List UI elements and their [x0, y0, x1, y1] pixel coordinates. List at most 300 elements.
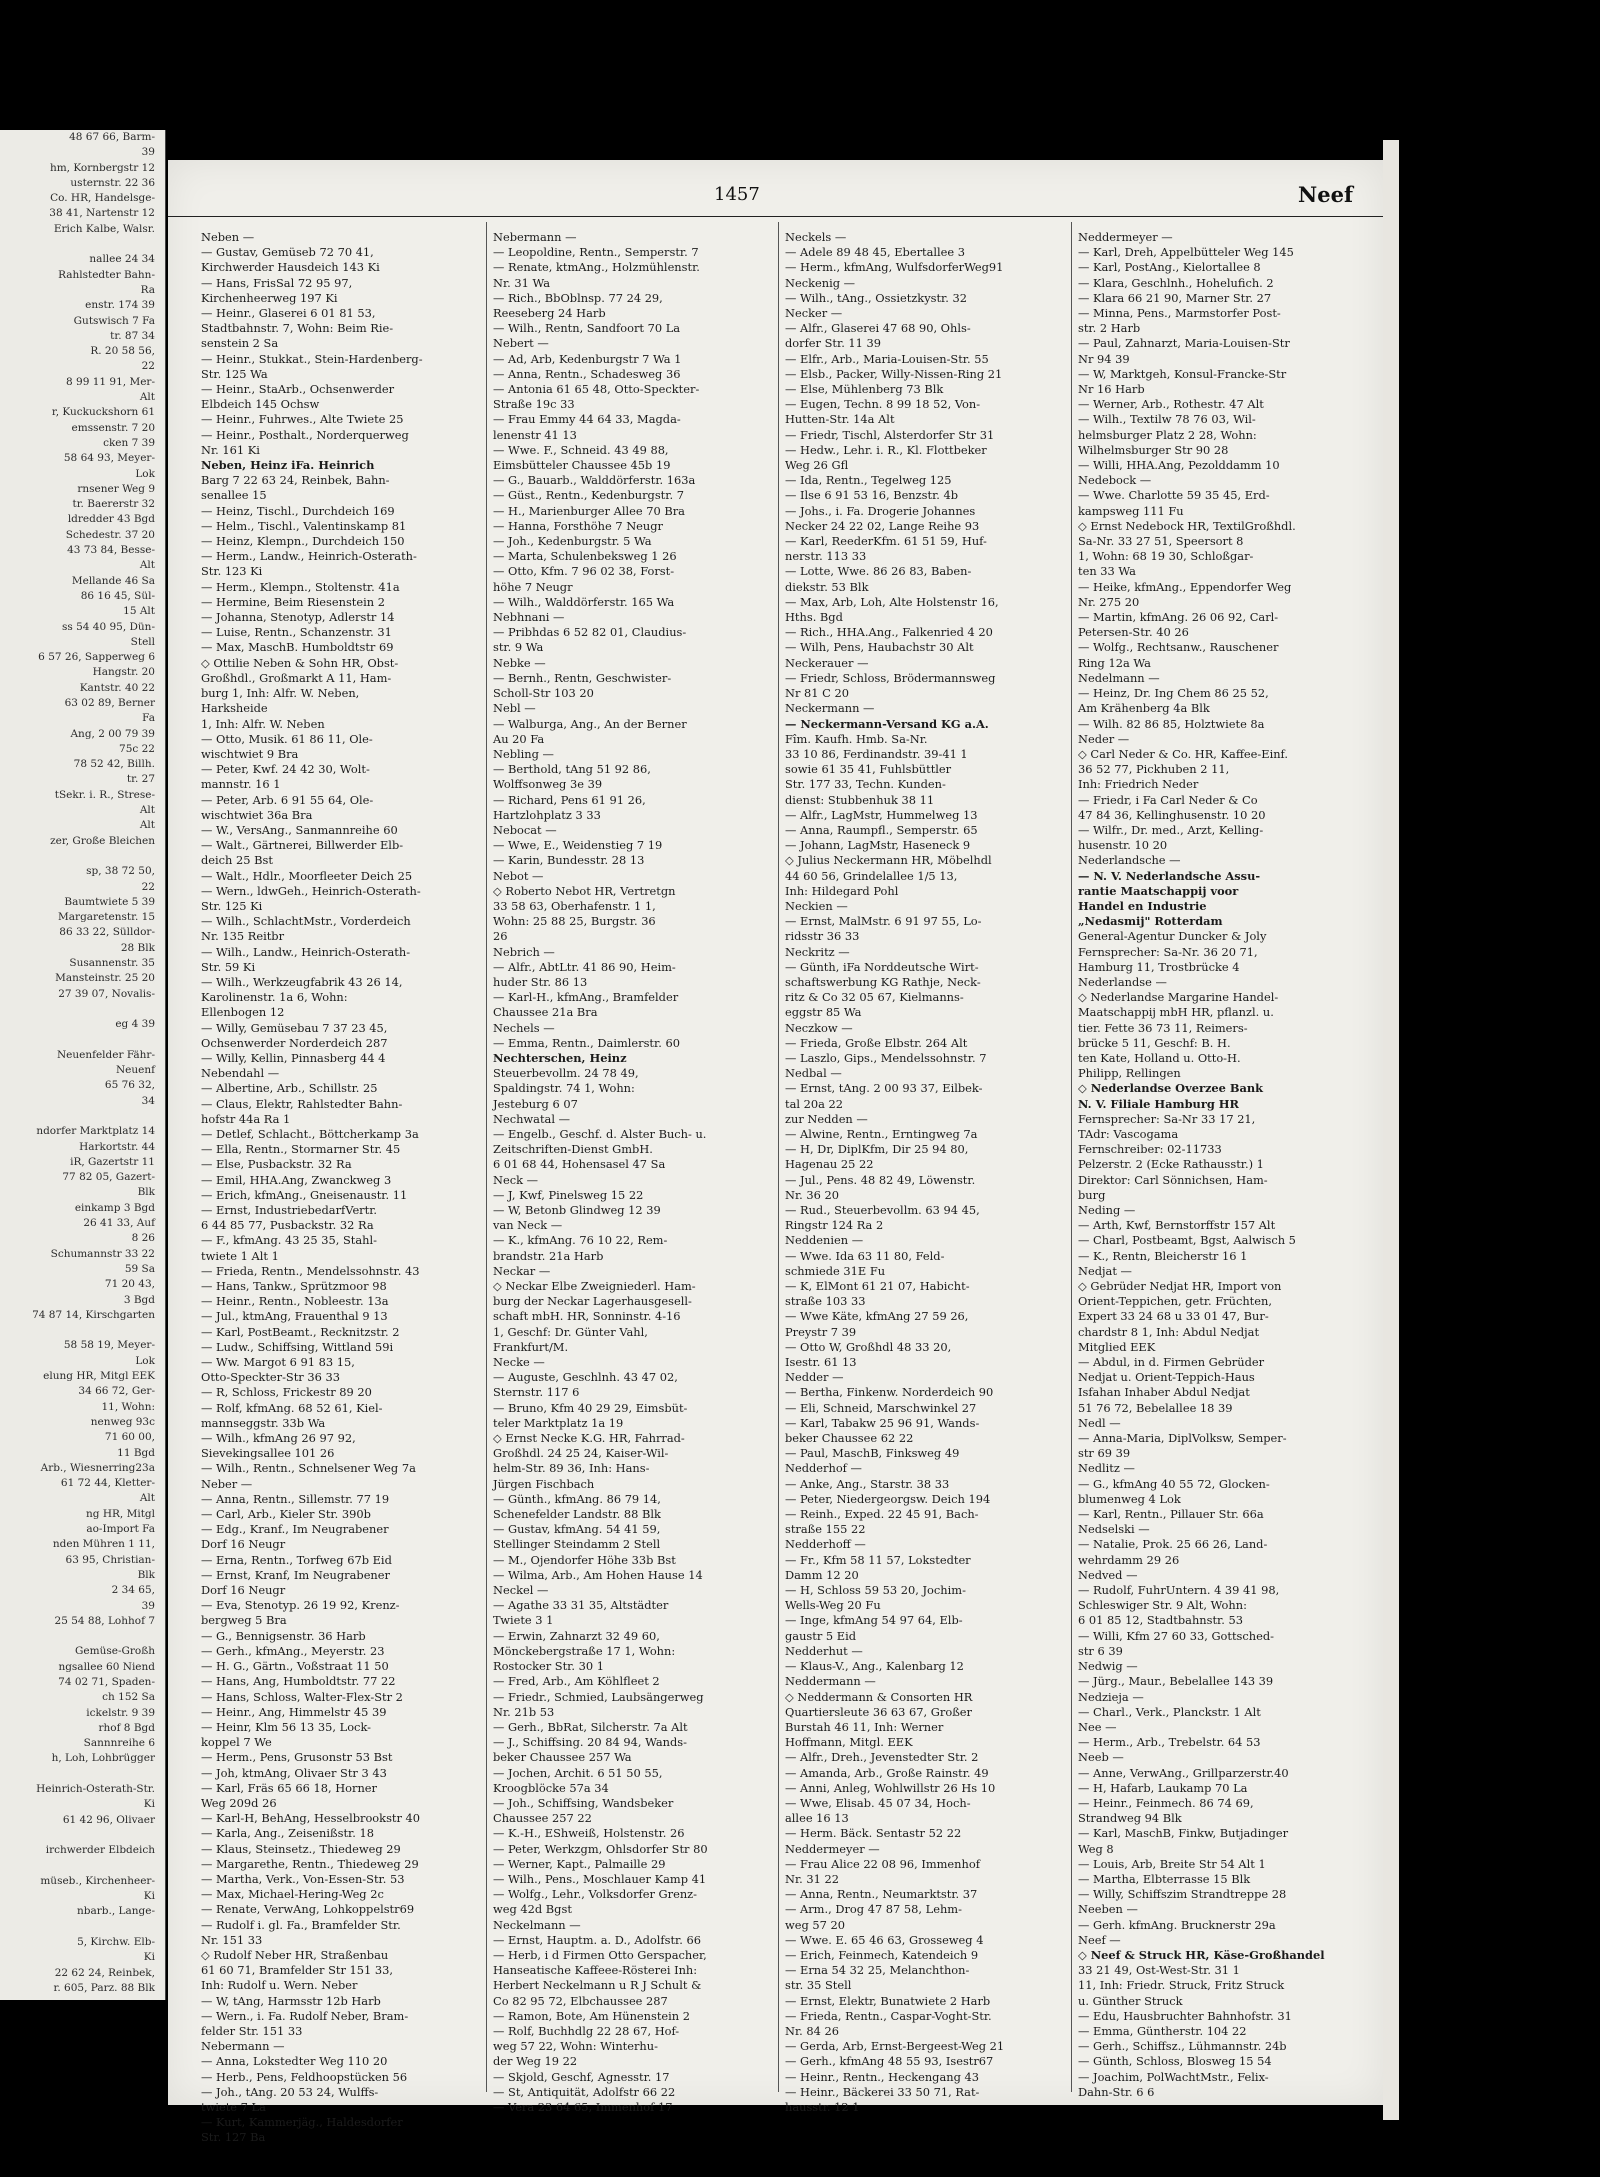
directory-entry-line: — Martin, kfmAng. 26 06 92, Carl- [1078, 610, 1279, 625]
fragment-line: 86 16 45, Sül- [80, 589, 155, 602]
fragment-line: nenweg 93c [90, 1415, 155, 1428]
directory-entry-line: — Rich., HHA.Ang., Falkenried 4 20 [785, 625, 993, 640]
directory-entry-line: schmiede 31E Fu [785, 1263, 886, 1278]
fragment-line: 8 99 11 91, Mer- [66, 375, 155, 388]
directory-entry-line: — Karl, MaschB, Finkw, Butjadinger [1078, 1826, 1289, 1841]
directory-entry-line: Philipp, Rellingen [1078, 1066, 1181, 1081]
directory-entry-line: — Hermine, Beim Riesenstein 2 [201, 594, 385, 609]
directory-entry-line: — Ella, Rentn., Stormarner Str. 45 [201, 1142, 401, 1157]
fragment-line: ldredder 43 Bgd [67, 513, 155, 526]
directory-entry-line: Hutten-Str. 14a Alt [785, 412, 895, 427]
directory-entry-line: Neben, Heinz iFa. Heinrich [201, 458, 375, 473]
directory-entry-line: wehrdamm 29 26 [1078, 1552, 1180, 1567]
fragment-line: 8 26 [131, 1232, 155, 1245]
fragment-line: Gutswisch 7 Fa [73, 314, 155, 327]
directory-entry-line: — Bernh., Rentn, Geschwister- [493, 670, 672, 685]
directory-entry-line: Fernsprecher: Sa-Nr 33 17 21, [1078, 1111, 1256, 1126]
directory-entry-line: — H, Hafarb, Laukamp 70 La [1078, 1780, 1248, 1795]
directory-entry-line: — Erna, Rentn., Torfweg 67b Eid [201, 1552, 392, 1567]
directory-entry-line: Barg 7 22 63 24, Reinbek, Bahn- [201, 473, 390, 488]
directory-entry-line: Kirchenheerweg 197 Ki [201, 290, 338, 305]
directory-entry-line: Mitglied EEK [1078, 1339, 1156, 1354]
directory-entry-line: Neeben — [1078, 1902, 1138, 1917]
directory-entry-line: tier. Fette 36 73 11, Reimers- [1078, 1020, 1248, 1035]
directory-entry-line: — Erna 54 32 25, Melanchthon- [785, 1963, 970, 1978]
fragment-line: 2 34 65, [111, 1584, 155, 1597]
directory-entry-line: weg 57 22, Wohn: Winterhu- [493, 2039, 658, 2054]
directory-entry-line: — Arth, Kwf, Bernstorffstr 157 Alt [1078, 1218, 1276, 1233]
directory-entry-line: — Johs., i. Fa. Drogerie Johannes [785, 503, 976, 518]
directory-entry-line: dienst: Stubbenhuk 38 11 [785, 792, 935, 807]
fragment-line [0, 1109, 165, 1124]
directory-entry-line: — Wolfg., Rechtsanw., Rauschener [1078, 640, 1279, 655]
directory-entry-line: Frankfurt/M. [493, 1339, 569, 1354]
directory-entry-line: — Heinz, Klempn., Durchdeich 150 [201, 534, 405, 549]
directory-entry-line: bergweg 5 Bra [201, 1613, 287, 1628]
fragment-line: eg 4 39 [115, 1018, 155, 1031]
directory-entry-line: — Amanda, Arb., Große Rainstr. 49 [785, 1765, 989, 1780]
fragment-line: Lok [135, 467, 155, 480]
directory-entry-line: — Otto W, Großhdl 48 33 20, [785, 1339, 952, 1354]
directory-entry-line: — Anna, Raumpfl., Semperstr. 65 [785, 822, 978, 837]
directory-entry-line: Am Krähenberg 4a Blk [1078, 701, 1210, 716]
directory-entry-line: — Peter, Werkzgm, Ohlsdorfer Str 80 [493, 1841, 708, 1856]
directory-entry-line: — Agathe 33 31 35, Altstädter [493, 1598, 669, 1613]
directory-entry-line: Neddermeyer — [785, 1841, 880, 1856]
fragment-line: 26 41 33, Auf [83, 1217, 155, 1230]
directory-entry-line: — Emma, Güntherstr. 104 22 [1078, 2023, 1247, 2038]
directory-entry-line: kampsweg 111 Fu [1078, 503, 1184, 518]
fragment-line: Margaretenstr. 15 [58, 911, 155, 924]
directory-entry-line: Nedjat — [1078, 1263, 1132, 1278]
directory-entry-line: Str. 177 33, Techn. Kunden- [785, 777, 946, 792]
directory-entry-line: — Wilh., Pens., Moschlauer Kamp 41 [493, 1871, 707, 1886]
column-3 [785, 230, 1075, 2114]
page-header [168, 184, 1383, 214]
directory-entry-line: Chaussee 257 22 [493, 1811, 592, 1826]
directory-entry-line: — Willy, Kellin, Pinnasberg 44 4 [201, 1050, 386, 1065]
directory-entry-line: — Max, MaschB. Humboldtstr 69 [201, 640, 394, 655]
directory-entry-line: ridsstr 36 33 [785, 929, 860, 944]
directory-entry-line: — Wwe. Ida 63 11 80, Feld- [785, 1248, 945, 1263]
directory-entry-line: Neckel — [493, 1583, 549, 1598]
directory-entry-line: — Karl, Rentn., Pillauer Str. 66a [1078, 1507, 1264, 1522]
directory-entry-line: Damm 12 20 [785, 1567, 859, 1582]
directory-entry-line: — Elfr., Arb., Maria-Louisen-Str. 55 [785, 351, 989, 366]
directory-entry-line: Wolffsonweg 3e 39 [493, 777, 603, 792]
fragment-line: 74 02 71, Spaden- [58, 1675, 155, 1688]
directory-entry-line: — Wwe. E. 65 46 63, Grosseweg 4 [785, 1932, 984, 1947]
directory-entry-line: — Herm., Klempn., Stoltenstr. 41a [201, 579, 400, 594]
directory-entry-line: — Herm., Pens, Grusonstr 53 Bst [201, 1750, 393, 1765]
directory-entry-line: — Wolfg., Lehr., Volksdorfer Grenz- [493, 1887, 698, 1902]
directory-entry-line: 6 44 85 77, Pusbackstr. 32 Ra [201, 1218, 374, 1233]
fragment-line: 27 39 07, Novalis- [58, 987, 155, 1000]
directory-entry-line: — Ilse 6 91 53 16, Benzstr. 4b [785, 488, 959, 503]
directory-entry-line: — Alwine, Rentn., Erntingweg 7a [785, 1126, 978, 1141]
directory-entry-line: — Kurt, Kammerjäg., Haldesdorfer [201, 2115, 403, 2130]
directory-entry-line: — Paul, MaschB, Finksweg 49 [785, 1446, 960, 1461]
directory-entry-line: — Fred, Arb., Am Köhlfleet 2 [493, 1674, 660, 1689]
directory-entry-line: Schenefelder Landstr. 88 Blk [493, 1507, 661, 1522]
directory-entry-line: — Erich, Feinmech, Katendeich 9 [785, 1947, 979, 1962]
directory-entry-line: — Engelb., Geschf. d. Alster Buch- u. [493, 1126, 707, 1141]
directory-entry-line: — W., VersAng., Sanmannreihe 60 [201, 822, 398, 837]
fragment-line: tr. 27 [126, 773, 155, 786]
directory-entry-line: — K., kfmAng. 76 10 22, Rem- [493, 1233, 668, 1248]
directory-entry-line: Inh: Hildegard Pohl [785, 883, 899, 898]
directory-entry-line: — Laszlo, Gips., Mendelssohnstr. 7 [785, 1050, 987, 1065]
directory-entry-line: Nedl — [1078, 1415, 1121, 1430]
directory-entry-line: — Jul., ktmAng, Frauenthal 9 13 [201, 1309, 388, 1324]
directory-entry-line: — H, Dr, DiplKfm, Dir 25 94 80, [785, 1142, 969, 1157]
fragment-line: iR, Gazertstr 11 [70, 1155, 155, 1168]
directory-entry-line: — Wilh., Werkzeugfabrik 43 26 14, [201, 974, 403, 989]
directory-entry-line: — Jürg., Maur., Bebelallee 143 39 [1078, 1674, 1274, 1689]
directory-entry-line: — Anna, Lokstedter Weg 110 20 [201, 2054, 388, 2069]
directory-entry-line: tal 20a 22 [785, 1096, 844, 1111]
directory-entry-line: — Willi, HHA.Ang, Pezolddamm 10 [1078, 458, 1280, 473]
directory-entry-line: gaustr 5 Eid [785, 1628, 857, 1643]
directory-entry-line: Nebke — [493, 655, 546, 670]
directory-entry-line: Str. 125 Wa [201, 366, 268, 381]
directory-entry-line: Hamburg 11, Trostbrücke 4 [1078, 959, 1240, 974]
directory-entry-line: — Hedw., Lehr. i. R., Kl. Flottbeker [785, 442, 987, 457]
directory-entry-line: — Wilh, Pens, Haubachstr 30 Alt [785, 640, 974, 655]
directory-entry-line: — Wwe. Charlotte 59 35 45, Erd- [1078, 488, 1270, 503]
directory-entry-line: der Weg 19 22 [493, 2054, 578, 2069]
directory-entry-line: — Friedr, Tischl, Alsterdorfer Str 31 [785, 427, 995, 442]
directory-entry-line: — Klaus, Steinsetz., Thiedeweg 29 [201, 1841, 401, 1856]
fragment-line: ng HR, Mitgl [86, 1507, 155, 1520]
fragment-line: nden Mühren 1 11, [52, 1538, 155, 1551]
fragment-line: 28 Blk [120, 941, 155, 954]
directory-entry-line: huder Str. 86 13 [493, 974, 588, 989]
directory-entry-line: Ringstr 124 Ra 2 [785, 1218, 884, 1233]
fragment-line: ngsallee 60 Niend [58, 1660, 155, 1673]
directory-entry-line: Neddermann — [785, 1674, 876, 1689]
directory-entry-line: Nedselski — [1078, 1522, 1150, 1537]
fragment-line: Sannnreihe 6 [83, 1737, 155, 1750]
directory-entry-line: — Reinh., Exped. 22 45 91, Bach- [785, 1507, 979, 1522]
directory-entry-line: Str. 125 Ki [201, 898, 263, 913]
directory-entry-line: Orient-Teppichen, getr. Früchten, [1078, 1294, 1272, 1309]
directory-entry-line: — Anna-Maria, DiplVolksw, Semper- [1078, 1431, 1287, 1446]
fragment-line: 25 54 88, Lohhof 7 [54, 1614, 155, 1627]
directory-entry-line: Neeb — [1078, 1750, 1124, 1765]
directory-entry-line: — Werner, Arb., Rothestr. 47 Alt [1078, 397, 1264, 412]
fragment-line [0, 1033, 165, 1048]
directory-entry-line: van Neck — [493, 1218, 563, 1233]
directory-entry-line: — Peter, Niedergeorgsw. Deich 194 [785, 1491, 991, 1506]
directory-entry-line: — Herm., kfmAng, WulfsdorferWeg91 [785, 260, 1004, 275]
directory-entry-line: — Elsb., Packer, Willy-Nissen-Ring 21 [785, 366, 1003, 381]
fragment-line: Ki [143, 1798, 155, 1811]
directory-entry-line: — Antonia 61 65 48, Otto-Speckter- [493, 382, 700, 397]
directory-entry-line: — Johann, LagMstr, Haseneck 9 [785, 838, 971, 853]
directory-entry-line: Mönckebergstraße 17 1, Wohn: [493, 1643, 676, 1658]
directory-entry-line: 36 52 77, Pickhuben 2 11, [1078, 762, 1230, 777]
directory-entry-line: ◇ Neef & Struck HR, Käse-Großhandel [1078, 1947, 1325, 1962]
directory-entry-line: — Wilh., SchlachtMstr., Vorderdeich [201, 914, 411, 929]
directory-entry-line: — Karl, ReederKfm. 61 51 59, Huf- [785, 534, 987, 549]
directory-entry-line: Expert 33 24 68 u 33 01 47, Bur- [1078, 1309, 1269, 1324]
fragment-line: 77 82 05, Gazert- [62, 1171, 155, 1184]
fragment-line: tr. 87 34 [110, 329, 155, 342]
directory-entry-line: Twiete 3 1 [493, 1613, 554, 1628]
directory-entry-line: — Inge, kfmAng 54 97 64, Elb- [785, 1613, 963, 1628]
fragment-line: Blk [137, 1568, 155, 1581]
directory-entry-line: Direktor: Carl Sönnichsen, Ham- [1078, 1172, 1268, 1187]
directory-entry-line: — Karl, Fräs 65 66 18, Horner [201, 1780, 377, 1795]
fragment-line: Gemüse-Großh [75, 1645, 155, 1658]
directory-entry-line: — Heinr, Klm 56 13 35, Lock- [201, 1719, 371, 1734]
directory-entry-line: Isestr. 61 13 [785, 1355, 857, 1370]
directory-entry-line: — Friedr., Schmied, Laubsängerweg [493, 1689, 704, 1704]
directory-entry-line: Weg 209d 26 [201, 1795, 277, 1810]
directory-entry-line: str. 35 Stell [785, 1978, 852, 1993]
fragment-line: Lok [135, 1354, 155, 1367]
directory-entry-line: — Ramon, Bote, Am Hünenstein 2 [493, 2008, 691, 2023]
directory-entry-line: — Anni, Anleg, Wohlwillstr 26 Hs 10 [785, 1780, 996, 1795]
directory-entry-line: Petersen-Str. 40 26 [1078, 625, 1189, 640]
fragment-line: Neuenfelder Fähr- [56, 1048, 155, 1061]
directory-entry-line: Neddermeyer — [1078, 230, 1173, 244]
directory-entry-line: — M., Ojendorfer Höhe 33b Bst [493, 1552, 676, 1567]
directory-entry-line: Fernschreiber: 02-11733 [1078, 1142, 1222, 1157]
directory-entry-line: — Heinz, Tischl., Durchdeich 169 [201, 503, 395, 518]
directory-entry-line: Harksheide [201, 701, 268, 716]
fragment-line: Ang, 2 00 79 39 [70, 727, 155, 740]
directory-entry-line: schaft mbH. HR, Sonninstr. 4-16 [493, 1309, 681, 1324]
directory-entry-line: Nedelmann — [1078, 670, 1160, 685]
directory-entry-line: — Ernst, Elektr, Bunatwiete 2 Harb [785, 1993, 991, 2008]
directory-entry-line: — Klaus-V., Ang., Kalenbarg 12 [785, 1659, 964, 1674]
directory-entry-line: — Hans, Ang, Humboldtstr. 77 22 [201, 1674, 396, 1689]
directory-entry-line: — Neckermann-Versand KG a.A. [785, 716, 989, 731]
fragment-line: 61 72 44, Kletter- [60, 1477, 155, 1490]
fragment-line: Alt [139, 391, 155, 404]
directory-entry-line: Stellinger Steindamm 2 Stell [493, 1537, 661, 1552]
directory-entry-line: — Wwe, E., Weidenstieg 7 19 [493, 838, 663, 853]
directory-entry-line: — Albertine, Arb., Schillstr. 25 [201, 1081, 378, 1096]
directory-entry-line: felder Str. 151 33 [201, 2023, 303, 2038]
directory-entry-line: — Hanna, Forsthöhe 7 Neugr [493, 518, 663, 533]
directory-entry-line: Nr 94 39 [1078, 351, 1130, 366]
fragment-line: 39 [141, 1599, 155, 1612]
directory-entry-line: str. 2 Harb [1078, 321, 1141, 336]
directory-entry-line: — H, Schloss 59 53 20, Jochim- [785, 1583, 966, 1598]
directory-entry-line: — Hans, Schloss, Walter-Flex-Str 2 [201, 1689, 403, 1704]
fragment-line: Kantstr. 40 22 [79, 681, 155, 694]
directory-entry-line: — Else, Pusbackstr. 32 Ra [201, 1157, 352, 1172]
directory-entry-line: Burstah 46 11, Inh: Werner [785, 1719, 944, 1734]
directory-entry-line: — Rudolf i. gl. Fa., Bramfelder Str. [201, 1917, 401, 1932]
directory-entry-line: Karolinenstr. 1a 6, Wohn: [201, 990, 348, 1005]
directory-entry-line: Neckritz — [785, 944, 850, 959]
directory-entry-line: Kirchwerder Hausdeich 143 Ki [201, 260, 380, 275]
directory-entry-line: — Detlef, Schlacht., Böttcherkamp 3a [201, 1126, 419, 1141]
directory-entry-line: husenstr. 10 20 [1078, 838, 1168, 853]
fragment-line [0, 1629, 165, 1644]
fragment-line: Erich Kalbe, Walsr. [53, 222, 155, 235]
directory-entry-line: Reeseberg 24 Harb [493, 306, 606, 321]
fragment-line: sp, 38 72 50, [86, 865, 155, 878]
fragment-line: 78 52 42, Billh. [73, 758, 155, 771]
fragment-line: 58 58 19, Meyer- [63, 1339, 155, 1352]
directory-entry-line: wischtwiet 36a Bra [201, 807, 313, 822]
directory-entry-line: — Wilh., Walddörferstr. 165 Wa [493, 594, 675, 609]
directory-entry-line: — Anne, VerwAng., Grillparzerstr.40 [1078, 1765, 1289, 1780]
directory-entry-line: Neckien — [785, 898, 848, 913]
fragment-line: ch 152 Sa [102, 1691, 155, 1704]
directory-entry-line: — Hans, FrisSal 72 95 97, [201, 275, 353, 290]
directory-entry-line: — Fr., Kfm 58 11 57, Lokstedter [785, 1552, 971, 1567]
directory-entry-line: — Auguste, Geschlnh. 43 47 02, [493, 1370, 678, 1385]
directory-entry-line: — Paul, Zahnarzt, Maria-Louisen-Str [1078, 336, 1290, 351]
directory-entry-line: — Karl, PostBeamt., Recknitzstr. 2 [201, 1324, 400, 1339]
directory-entry-line: — Alfr., Dreh., Jevenstedter Str. 2 [785, 1750, 979, 1765]
directory-entry-line: Nedder — [785, 1370, 844, 1385]
directory-entry-line: — Hans, Tankw., Sprützmoor 98 [201, 1279, 387, 1294]
fragment-line: 15 Alt [123, 605, 155, 618]
directory-entry-line: Scholl-Str 103 20 [493, 686, 594, 701]
directory-entry-line: 1, Geschf: Dr. Günter Vahl, [493, 1324, 648, 1339]
directory-entry-line: ◇ Neddermann & Consorten HR [785, 1689, 973, 1704]
directory-entry-line: Neczkow — [785, 1020, 853, 1035]
fragment-line: Co. HR, Handelsge- [50, 192, 155, 205]
directory-entry-line: — Edg., Kranf., Im Neugrabener [201, 1522, 389, 1537]
directory-entry-line: — Wilh., Rentn., Schnelsener Weg 7a [201, 1461, 416, 1476]
directory-entry-line: — Willi, Kfm 27 60 33, Gottsched- [1078, 1628, 1274, 1643]
directory-entry-line: — Berthold, tAng 51 92 86, [493, 762, 651, 777]
directory-entry-line: — Ww. Margot 6 91 83 15, [201, 1355, 355, 1370]
fragment-line: Susannenstr. 35 [69, 957, 155, 970]
directory-entry-line: — Karl, Tabakw 25 96 91, Wands- [785, 1415, 980, 1430]
directory-entry-line: beker Chaussee 62 22 [785, 1431, 914, 1446]
directory-entry-line: — Wern., ldwGeh., Heinrich-Osterath- [201, 883, 421, 898]
directory-entry-line: — Heinz, Dr. Ing Chem 86 25 52, [1078, 686, 1269, 701]
directory-entry-line: — Günth, iFa Norddeutsche Wirt- [785, 959, 979, 974]
directory-entry-line: diekstr. 53 Blk [785, 579, 869, 594]
directory-entry-line: Neding — [1078, 1203, 1136, 1217]
directory-entry-line: ten 33 Wa [1078, 564, 1136, 579]
column-1 [201, 230, 491, 2145]
directory-entry-line: Sievekingsallee 101 26 [201, 1446, 335, 1461]
directory-entry-line: — Werner, Kapt., Palmaille 29 [493, 1856, 666, 1871]
directory-entry-line: straße 103 33 [785, 1294, 866, 1309]
fragment-line: rnsener Weg 9 [77, 482, 155, 495]
directory-entry-line: — Peter, Arb. 6 91 55 64, Ole- [201, 792, 374, 807]
directory-entry-line: Nr. 151 33 [201, 1932, 263, 1947]
fragment-line: Mansteinstr. 25 20 [55, 972, 155, 985]
fragment-line: 39 [141, 146, 155, 159]
fragment-line: 63 02 89, Berner [64, 696, 155, 709]
directory-entry-line: Nebrich — [493, 944, 555, 959]
directory-entry-line: — Wilma, Arb., Am Hohen Hause 14 [493, 1567, 703, 1582]
directory-entry-line: — Marta, Schulenbeksweg 1 26 [493, 549, 677, 564]
directory-entry-line: — Erich, kfmAng., Gneisenaustr. 11 [201, 1187, 408, 1202]
directory-entry-line: — Frau Alice 22 08 96, Immenhof [785, 1856, 980, 1871]
directory-entry-line: — W, Betonb Glindweg 12 39 [493, 1203, 661, 1217]
directory-entry-line: weg 42d Bgst [493, 1902, 572, 1917]
directory-entry-line: — Frieda, Rentn., Mendelssohnstr. 43 [201, 1263, 420, 1278]
directory-entry-line: — Joh., Schiffsing, Wandsbeker [493, 1795, 674, 1810]
directory-entry-line: Elbdeich 145 Ochsw [201, 397, 320, 412]
fragment-line: Ki [143, 1951, 155, 1964]
directory-entry-line: Necker 24 22 02, Lange Reihe 93 [785, 518, 980, 533]
header-rule [168, 216, 1383, 217]
directory-entry-line: wischtwiet 9 Bra [201, 746, 299, 761]
directory-entry-line: — Emma, Rentn., Daimlerstr. 60 [493, 1035, 680, 1050]
fragment-line: Alt [139, 804, 155, 817]
directory-entry-line: Nebhnani — [493, 610, 565, 625]
directory-entry-line: Nr. 31 22 [785, 1871, 840, 1886]
directory-entry-line: Nebendahl — [201, 1066, 280, 1081]
fragment-line: 74 87 14, Kirschgarten [32, 1308, 155, 1321]
directory-entry-line: — Herm., Arb., Trebelstr. 64 53 [1078, 1735, 1261, 1750]
directory-entry-line: twiete 1 Alt 1 [201, 1248, 279, 1263]
directory-entry-line: — Friedr, i Fa Carl Neder & Co [1078, 792, 1258, 807]
directory-entry-line: — Else, Mühlenberg 73 Blk [785, 382, 944, 397]
directory-entry-line: Weg 26 Gfl [785, 458, 849, 473]
directory-entry-line: Nr. 21b 53 [493, 1704, 555, 1719]
fragment-line: 11 Bgd [117, 1446, 155, 1459]
directory-entry-line: straße 155 22 [785, 1522, 866, 1537]
directory-entry-line: Schleswiger Str. 9 Alt, Wohn: [1078, 1598, 1247, 1613]
directory-entry-line: — Ernst, MalMstr. 6 91 97 55, Lo- [785, 914, 982, 929]
directory-entry-line: Nr. 84 26 [785, 2023, 840, 2038]
directory-entry-line: Hartzlohplatz 3 33 [493, 807, 601, 822]
directory-entry-line: lenenstr 41 13 [493, 427, 577, 442]
fragment-line: 22 [141, 880, 155, 893]
directory-entry-line: nerstr. 113 33 [785, 549, 867, 564]
directory-entry-line: Fîm. Kaufh. Hmb. Sa-Nr. [785, 731, 928, 746]
directory-entry-line: — Max, Arb, Loh, Alte Holstenstr 16, [785, 594, 999, 609]
directory-entry-line: Großhdl., Großmarkt A 11, Ham- [201, 670, 392, 685]
directory-entry-line: — Walt., Hdlr., Moorfleeter Deich 25 [201, 868, 413, 883]
directory-entry-line: — Gerh., Schiffsz., Lühmannstr. 24b [1078, 2039, 1287, 2054]
fragment-line: elung HR, Mitgl EEK [43, 1370, 155, 1383]
left-page-fragment [0, 130, 166, 2000]
fragment-line: zer, Große Bleichen [50, 834, 155, 847]
directory-entry-line: str 6 39 [1078, 1643, 1123, 1658]
directory-entry-line: koppel 7 We [201, 1735, 272, 1750]
directory-entry-line: Wilhelmsburger Str 90 28 [1078, 442, 1229, 457]
fragment-line: 48 67 66, Barm- [69, 131, 155, 143]
fragment-line: hm, Kornbergstr 12 [49, 161, 155, 174]
directory-entry-line: — Gerda, Arb, Ernst-Bergeest-Weg 21 [785, 2039, 1005, 2054]
directory-entry-line: — G., Bennigsenstr. 36 Harb [201, 1628, 366, 1643]
fragment-line [0, 849, 165, 864]
fragment-line: Schedestr. 37 20 [65, 528, 155, 541]
directory-entry-line: Steuerbevollm. 24 78 49, [493, 1066, 639, 1081]
column-2 [493, 230, 783, 2114]
directory-entry-line: — Walburga, Ang., An der Berner [493, 716, 687, 731]
directory-entry-line: — Erwin, Zahnarzt 32 49 60, [493, 1628, 660, 1643]
directory-entry-line: — Ad, Arb, Kedenburgstr 7 Wa 1 [493, 351, 682, 366]
directory-entry-line: Nr. 36 20 [785, 1187, 840, 1202]
fragment-line: Ra [140, 283, 155, 296]
directory-entry-line: Co 82 95 72, Elbchaussee 287 [493, 1993, 668, 2008]
fragment-line: irchwerder Elbdeich [45, 1844, 155, 1857]
fragment-line: 43 73 84, Besse- [67, 544, 155, 557]
directory-entry-line: — Bertha, Finkenw. Norderdeich 90 [785, 1385, 994, 1400]
directory-entry-line: — Klara 66 21 90, Marner Str. 27 [1078, 290, 1272, 305]
directory-entry-line: ◇ Gebrüder Nedjat HR, Import von [1078, 1279, 1282, 1294]
directory-entry-line: helm-Str. 89 36, Inh: Hans- [493, 1461, 650, 1476]
directory-entry-line: Sternstr. 117 6 [493, 1385, 580, 1400]
